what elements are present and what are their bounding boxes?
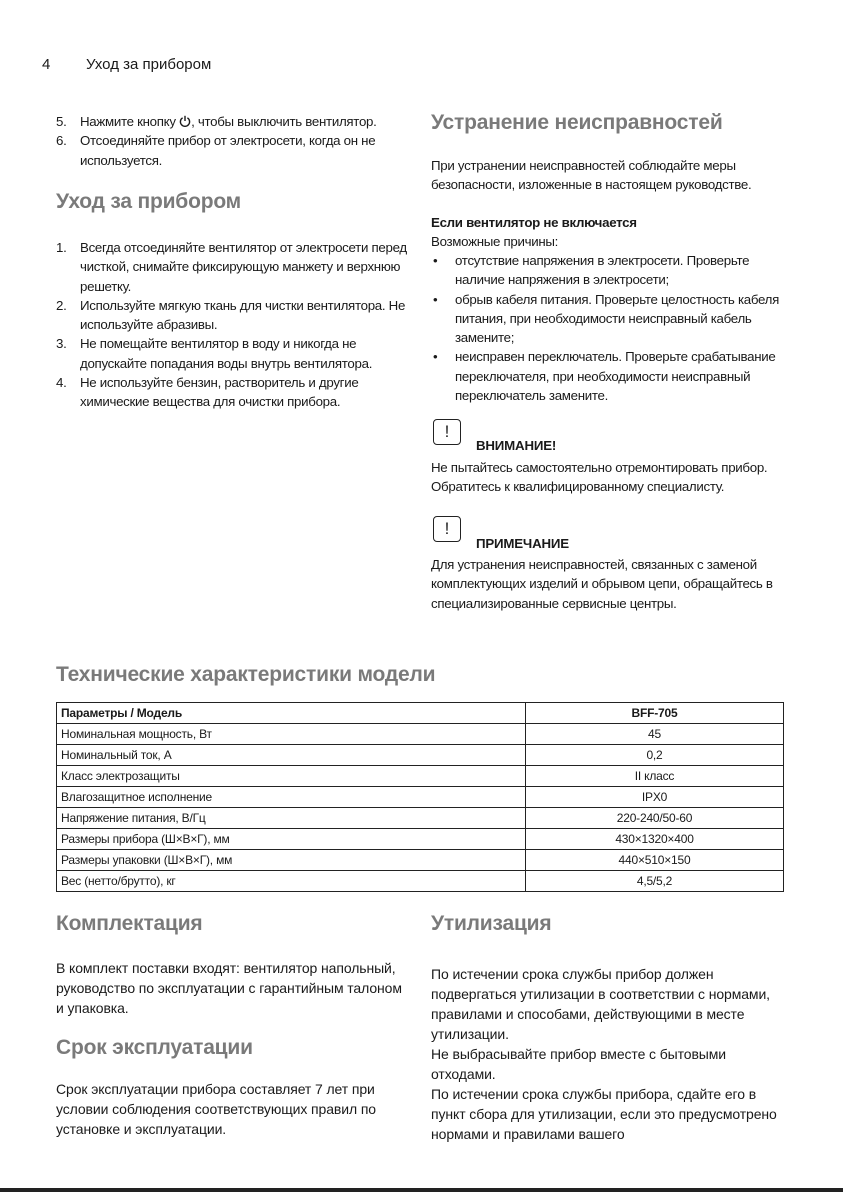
table-row: Вес (нетто/брутто), кг 4,5/5,2: [57, 871, 784, 892]
table-row: Напряжение питания, В/Гц 220-240/50-60: [57, 808, 784, 829]
causes-label: Возможные причины:: [431, 234, 559, 249]
running-title: Уход за прибором: [86, 56, 212, 73]
specs-table: [56, 702, 784, 892]
table-row: Класс электрозащиты II класс: [57, 766, 784, 787]
param-header: Параметры / Модель: [57, 703, 526, 724]
causes-list: [431, 251, 787, 405]
specs-heading: Технические характеристики модели: [56, 663, 436, 686]
lifetime-heading: Срок эксплуатации: [56, 1036, 253, 1059]
note-text: Для устранения неисправностей, связанных с заменой комплектующих изделий и обрывом цепи, обращайтесь в специализированные сервисные центры.: [431, 557, 773, 611]
list-item: 2. Используйте мягкую ткань для чистки вентилятора. Не используйте абразивы.: [56, 297, 406, 333]
model-header: BFF-705: [526, 703, 784, 724]
table-row: Влагозащитное исполнение IPX0: [57, 787, 784, 808]
care-list: [56, 238, 410, 412]
troubleshooting-intro: При устранении неисправностей соблюдайте меры безопасности, изложенные в настоящем руководстве.: [431, 158, 752, 193]
table-row: Размеры прибора (Ш×В×Г), мм 430×1320×400: [57, 829, 784, 850]
exclamation-icon: !: [433, 516, 461, 542]
disposal-text-2: Не выбрасывайте прибор вместе с бытовыми отходами.: [431, 1046, 727, 1082]
table-row: Номинальная мощность, Вт 45: [57, 724, 784, 745]
disposal-text-1: По истечении срока службы прибор должен подвергаться утилизации в соответствии с нормами, правилами и способами, действующими в месте утилизации.: [431, 966, 770, 1042]
note-title: ПРИМЕЧАНИЕ: [476, 536, 569, 551]
warning-text: Не пытайтесь самостоятельно отремонтировать прибор. Обратитесь к квалифицированному специалисту.: [431, 460, 768, 495]
list-item: • отсутствие напряжения в электросети. Проверьте наличие напряжения в электросети;: [433, 253, 750, 288]
table-header-row: [57, 703, 784, 724]
list-item: • неисправен переключатель. Проверьте срабатывание переключателя, при необходимости неисправный переключатель замените.: [433, 349, 776, 404]
page-number: 4: [42, 56, 51, 73]
care-heading: Уход за прибором: [56, 190, 242, 213]
power-icon: [179, 115, 191, 128]
warning-title: ВНИМАНИЕ!: [476, 438, 557, 453]
list-item: 6. Отсоединяйте прибор от электросети, когда он не используется.: [56, 133, 376, 168]
list-item: 5. Нажмите кнопку , чтобы выключить вентилятор.: [56, 114, 377, 129]
disposal-heading: Утилизация: [431, 912, 552, 935]
lifetime-text: Срок эксплуатации прибора составляет 7 лет при условии соблюдения соответствующих правил по установке и эксплуатации.: [56, 1081, 376, 1137]
disposal-text-3: По истечении срока службы прибора, сдайте его в пункт сбора для утилизации, если это предусмотрено нормами и правилами вашего: [431, 1086, 777, 1142]
kit-heading: Комплектация: [56, 912, 203, 935]
list-item: 3. Не помещайте вентилятор в воду и никогда не допускайте попадания воды внутрь вентилятора.: [56, 336, 373, 371]
troubleshooting-heading: Устранение неисправностей: [431, 111, 723, 134]
list-item: • обрыв кабеля питания. Проверьте целостность кабеля питания, при необходимости неисправный кабель замените;: [433, 291, 780, 346]
page-bottom-rule: [0, 1188, 843, 1192]
list-item: 1. Всегда отсоединяйте вентилятор от электросети перед чисткой, снимайте фиксирующую манжету и верхнюю решетку.: [56, 240, 407, 294]
table-row: Размеры упаковки (Ш×В×Г), мм 440×510×150: [57, 850, 784, 871]
steps-list: [56, 112, 410, 170]
list-item: 4. Не используйте бензин, растворитель и другие химические вещества для очистки прибора.: [56, 375, 359, 410]
table-row: Номинальный ток, А 0,2: [57, 745, 784, 766]
exclamation-icon: !: [433, 419, 461, 445]
troubleshooting-subheading: Если вентилятор не включается: [431, 215, 637, 230]
kit-text: В комплект поставки входят: вентилятор напольный, руководство по эксплуатации с гарантийным талоном и упаковка.: [56, 960, 402, 1016]
